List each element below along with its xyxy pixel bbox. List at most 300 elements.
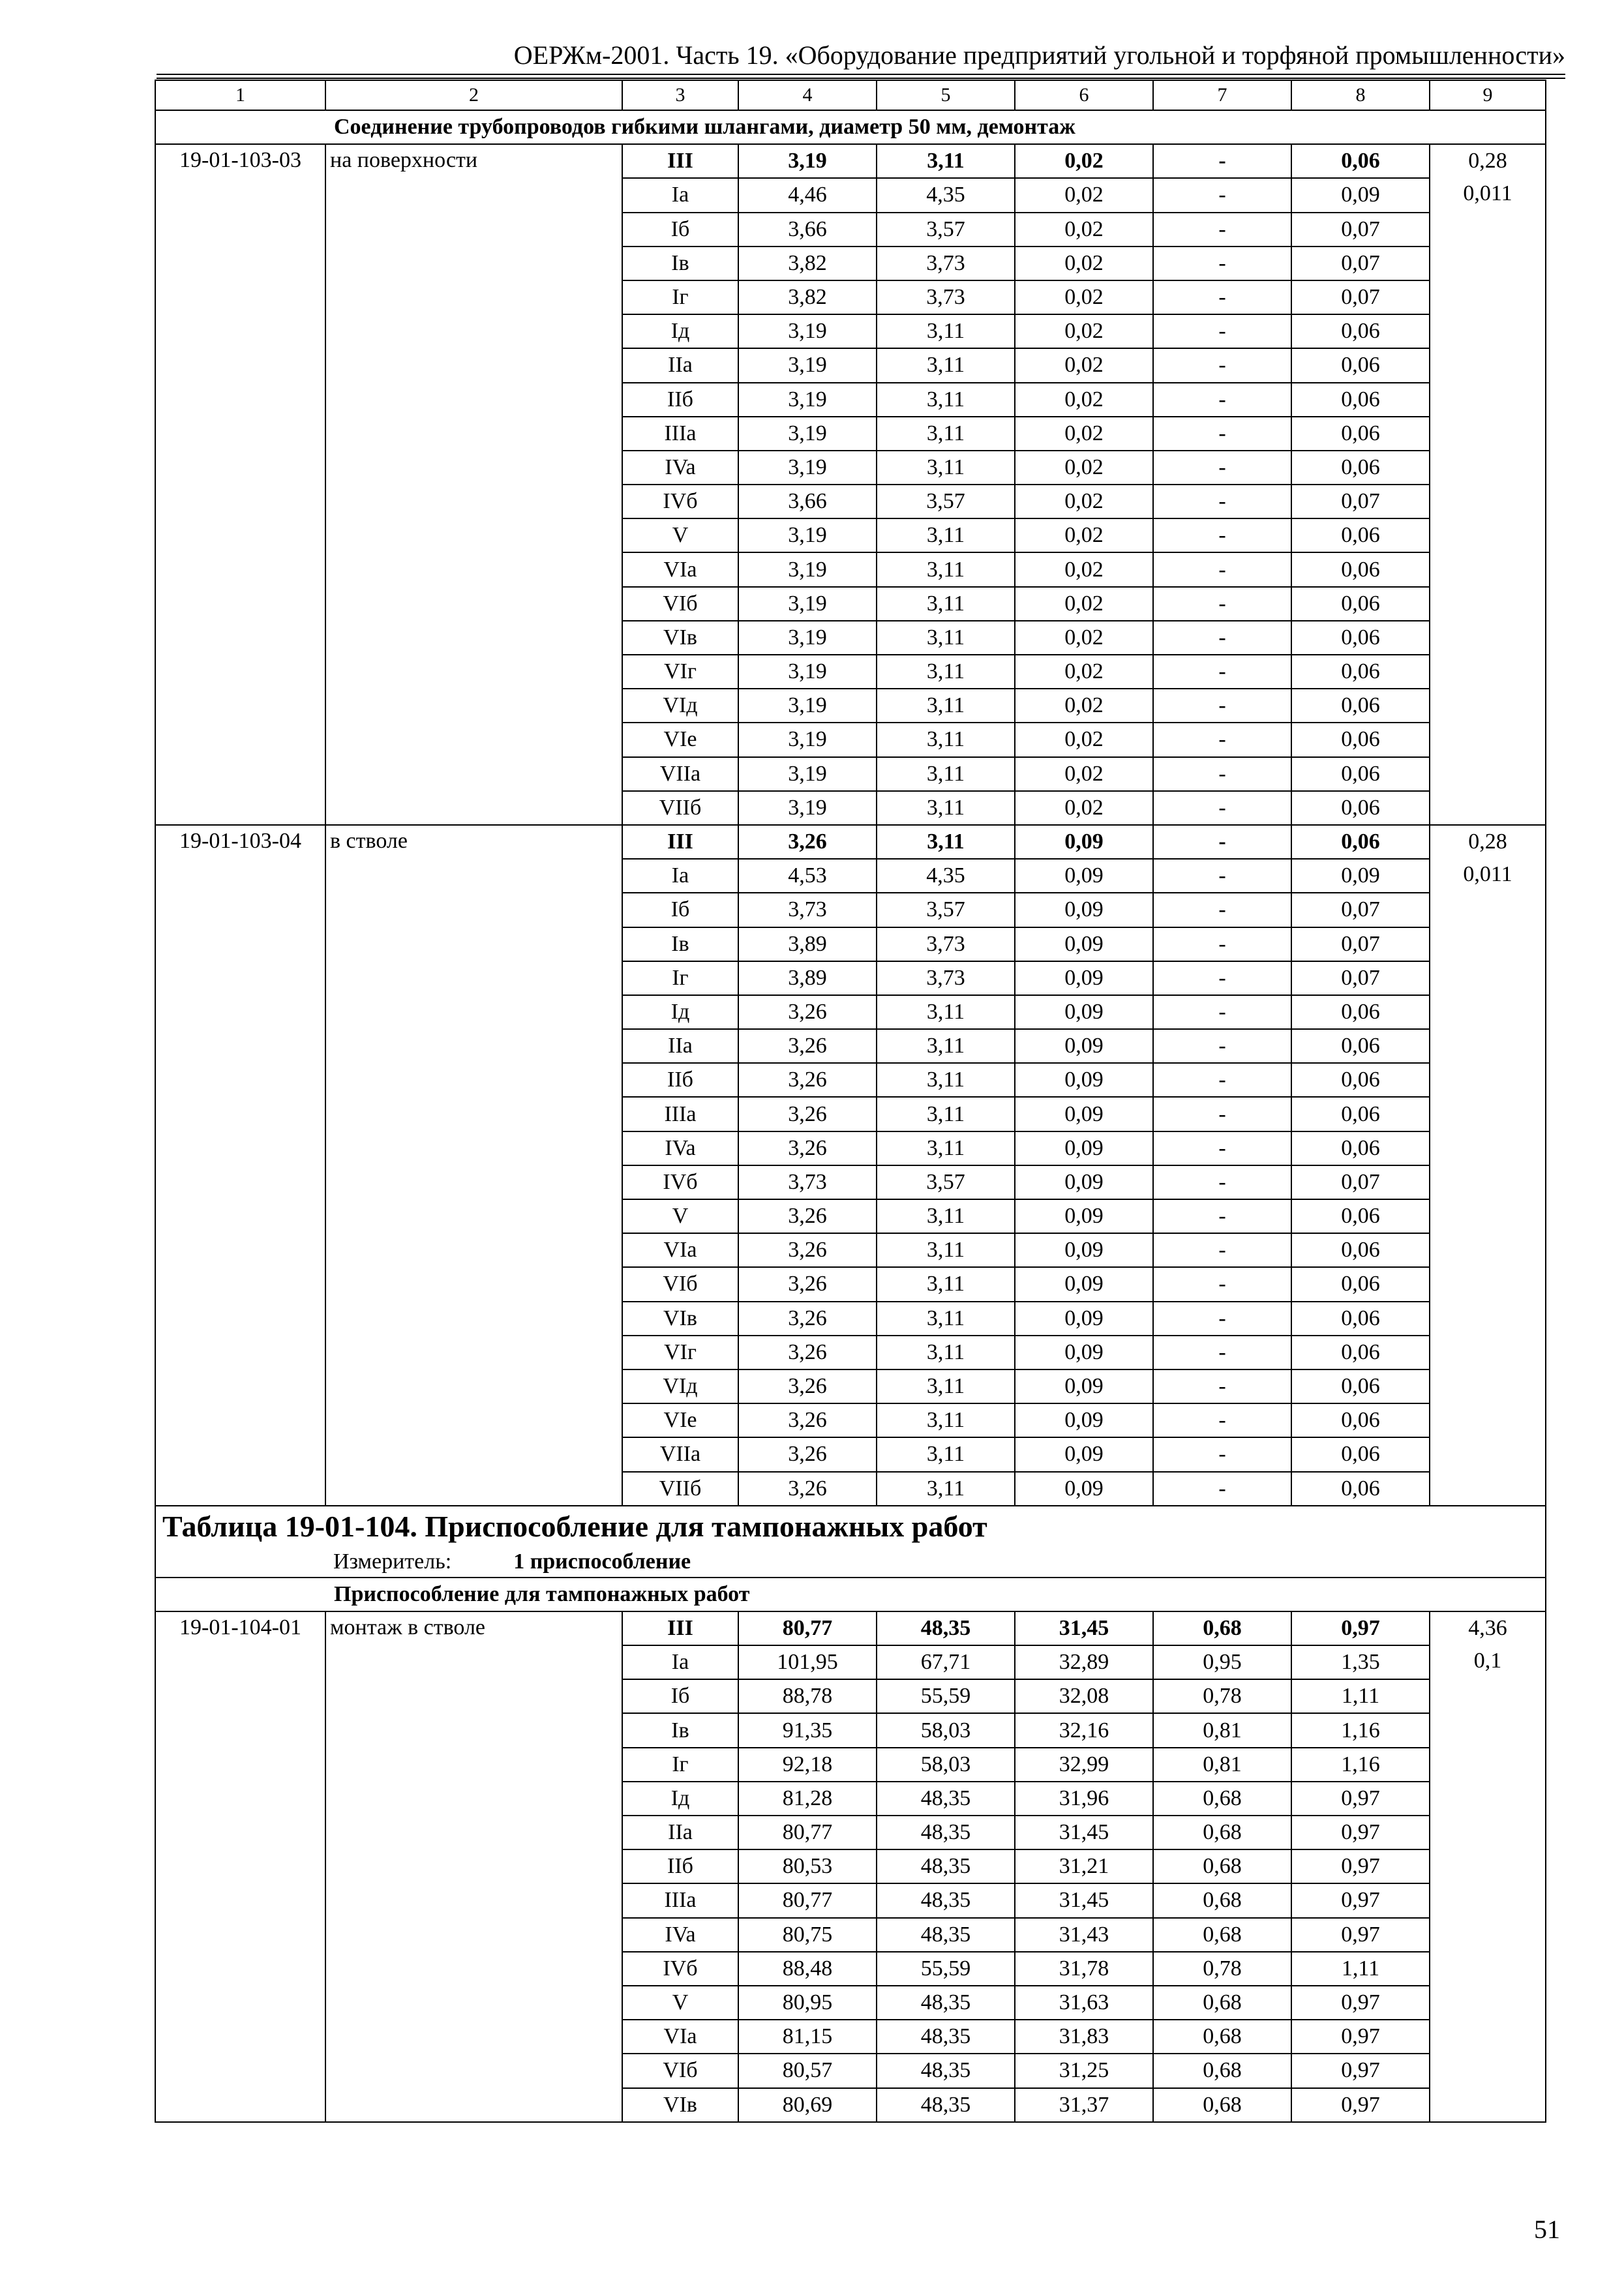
table-cell: -	[1153, 689, 1291, 723]
table-cell: 3,11	[877, 689, 1015, 723]
table-cell: 0,09	[1291, 859, 1430, 893]
table-cell: VIIб	[622, 1472, 738, 1506]
table-cell: 0,06	[1291, 1437, 1430, 1471]
table-cell: 0,68	[1153, 1782, 1291, 1816]
table-cell: VIб	[622, 587, 738, 621]
table-cell: IVб	[622, 1165, 738, 1199]
table-cell: 101,95	[738, 1645, 877, 1679]
table-cell: Iд	[622, 314, 738, 348]
table-cell: 0,06	[1291, 1063, 1430, 1097]
table-cell: 3,73	[738, 893, 877, 927]
table-cell: 0,68	[1153, 1986, 1291, 2020]
table-cell: 0,68	[1153, 1883, 1291, 1917]
table-cell: 0,09	[1015, 961, 1153, 995]
table-cell: 88,78	[738, 1679, 877, 1713]
table-cell: 31,96	[1015, 1782, 1153, 1816]
table-cell: 0,02	[1015, 451, 1153, 485]
table-cell: VIд	[622, 1369, 738, 1403]
table-cell: 3,11	[877, 314, 1015, 348]
table-cell: 0,95	[1153, 1645, 1291, 1679]
table-cell: 0,06	[1291, 348, 1430, 382]
table-cell: -	[1153, 213, 1291, 247]
table-cell: 32,16	[1015, 1713, 1153, 1747]
table-cell: -	[1153, 1029, 1291, 1063]
table-cell: VIa	[622, 2020, 738, 2054]
table-cell: Ia	[622, 859, 738, 893]
table-cell: 0,02	[1015, 791, 1153, 825]
table-cell: 0,02	[1015, 485, 1153, 518]
table-cell: 0,68	[1153, 1816, 1291, 1849]
table-cell: 80,75	[738, 1918, 877, 1952]
table-cell: 0,09	[1015, 1369, 1153, 1403]
table-cell: Iб	[622, 1679, 738, 1713]
table-cell: 3,19	[738, 621, 877, 655]
table-cell: 0,09	[1015, 1199, 1153, 1233]
column-number: 1	[155, 80, 325, 110]
table-cell: 3,66	[738, 213, 877, 247]
table-cell: 3,19	[738, 518, 877, 552]
header-title: ОЕРЖм-2001. Часть 19. «Оборудование предприятий угольной и торфяной промышленности»	[513, 40, 1565, 70]
table-cell: 0,06	[1291, 995, 1430, 1029]
table-cell: 0,02	[1015, 518, 1153, 552]
table-cell: 3,26	[738, 1437, 877, 1471]
table-cell: 0,06	[1291, 314, 1430, 348]
table-cell: IIa	[622, 1816, 738, 1849]
table-cell: 0,97	[1291, 1782, 1430, 1816]
table-cell: 3,89	[738, 927, 877, 961]
table-cell: 0,68	[1153, 1849, 1291, 1883]
table-cell: -	[1153, 451, 1291, 485]
table-cell: IVб	[622, 485, 738, 518]
table-cell: -	[1153, 552, 1291, 586]
table-cell: 3,19	[738, 451, 877, 485]
table-cell: 3,11	[877, 757, 1015, 791]
table-cell: 0,02	[1015, 723, 1153, 756]
resource-value: 0,011	[1463, 862, 1512, 887]
table-cell: 0,02	[1015, 213, 1153, 247]
table-cell: -	[1153, 1131, 1291, 1165]
table-cell: 0,06	[1291, 518, 1430, 552]
table-cell: 48,35	[877, 1883, 1015, 1917]
table-cell: VIIб	[622, 791, 738, 825]
table-cell: VIe	[622, 1403, 738, 1437]
table-cell: 3,73	[877, 927, 1015, 961]
table-cell: 0,06	[1291, 1097, 1430, 1131]
table-cell: IVa	[622, 1918, 738, 1952]
table-cell: Iд	[622, 995, 738, 1029]
table-cell: 3,57	[877, 485, 1015, 518]
table-cell: 3,26	[738, 1131, 877, 1165]
table-cell: 31,45	[1015, 1883, 1153, 1917]
table-cell: 0,07	[1291, 927, 1430, 961]
resource-value: 0,011	[1463, 181, 1512, 206]
resource-value: 0,28	[1468, 149, 1507, 173]
table-cell: 3,19	[738, 723, 877, 756]
table-cell: 0,97	[1291, 1918, 1430, 1952]
table-cell: VIд	[622, 689, 738, 723]
table-cell: 0,09	[1015, 1097, 1153, 1131]
table-cell: 0,07	[1291, 1165, 1430, 1199]
measure-value: 1 приспособление	[513, 1549, 691, 1574]
table-cell: VIб	[622, 2054, 738, 2087]
table-cell: 0,06	[1291, 1029, 1430, 1063]
table-cell: 3,73	[738, 1165, 877, 1199]
table-cell: 0,02	[1015, 280, 1153, 314]
table-cell: 0,81	[1153, 1748, 1291, 1782]
table-cell: 3,19	[738, 383, 877, 417]
table-cell: 48,35	[877, 1611, 1015, 1645]
table-row	[155, 144, 1546, 178]
table-cell: 58,03	[877, 1713, 1015, 1747]
table-cell: 3,19	[738, 417, 877, 451]
table-cell: 0,09	[1015, 995, 1153, 1029]
table-cell: 3,11	[877, 587, 1015, 621]
resource-cell	[1430, 144, 1546, 825]
table-cell: 92,18	[738, 1748, 877, 1782]
table-cell: 48,35	[877, 1849, 1015, 1883]
table-cell: 3,11	[877, 451, 1015, 485]
table-cell: 3,11	[877, 1199, 1015, 1233]
table-cell: 0,06	[1291, 1267, 1430, 1301]
table-cell: 3,11	[877, 552, 1015, 586]
norms-table	[155, 80, 1546, 2123]
table-cell: 0,09	[1015, 1403, 1153, 1437]
table-cell: -	[1153, 1369, 1291, 1403]
table-cell: 3,26	[738, 1097, 877, 1131]
table-cell: 80,53	[738, 1849, 877, 1883]
measure-row	[155, 1547, 1546, 1578]
table-cell: 3,26	[738, 1302, 877, 1336]
table-cell: 0,06	[1291, 689, 1430, 723]
table-cell: 0,09	[1015, 1302, 1153, 1336]
table-cell: 0,06	[1291, 417, 1430, 451]
table-cell: -	[1153, 518, 1291, 552]
table-cell: 3,57	[877, 213, 1015, 247]
table-cell: 31,45	[1015, 1611, 1153, 1645]
table-cell: 3,11	[877, 1097, 1015, 1131]
table-cell: 3,26	[738, 995, 877, 1029]
table-cell: 0,09	[1015, 825, 1153, 859]
table-cell: 0,07	[1291, 961, 1430, 995]
table-cell: 81,28	[738, 1782, 877, 1816]
table-cell: 3,19	[738, 757, 877, 791]
column-number: 8	[1291, 80, 1430, 110]
table-cell: 80,77	[738, 1883, 877, 1917]
table-cell: 3,11	[877, 621, 1015, 655]
table-cell: 3,82	[738, 280, 877, 314]
table-cell: 3,19	[738, 144, 877, 178]
item-code: 19-01-103-03	[155, 144, 325, 825]
table-cell: 1,35	[1291, 1645, 1430, 1679]
table-cell: 3,82	[738, 247, 877, 280]
table-cell: 3,26	[738, 1199, 877, 1233]
table-cell: 0,09	[1015, 1165, 1153, 1199]
table-cell: -	[1153, 1403, 1291, 1437]
table-cell: 31,21	[1015, 1849, 1153, 1883]
table-cell: 3,11	[877, 791, 1015, 825]
table-cell: -	[1153, 417, 1291, 451]
resource-cell	[1430, 1611, 1546, 2122]
table-cell: 3,19	[738, 791, 877, 825]
table-cell: 1,11	[1291, 1952, 1430, 1986]
table-cell: -	[1153, 178, 1291, 212]
table-cell: 3,26	[738, 1063, 877, 1097]
table-cell: III	[622, 1611, 738, 1645]
table-cell: IIa	[622, 348, 738, 382]
table-cell: 0,06	[1291, 144, 1430, 178]
table-cell: VIв	[622, 1302, 738, 1336]
table-cell: 0,68	[1153, 2088, 1291, 2122]
table-cell: VIв	[622, 621, 738, 655]
table-cell: Iг	[622, 961, 738, 995]
column-number: 7	[1153, 80, 1291, 110]
table-cell: 0,97	[1291, 1611, 1430, 1645]
table-cell: Iб	[622, 213, 738, 247]
table-cell: -	[1153, 1302, 1291, 1336]
table-cell: 3,73	[877, 247, 1015, 280]
table-cell: -	[1153, 1267, 1291, 1301]
table-cell: 32,99	[1015, 1748, 1153, 1782]
table-cell: 31,78	[1015, 1952, 1153, 1986]
table-cell: 0,02	[1015, 383, 1153, 417]
table-cell: 3,11	[877, 1302, 1015, 1336]
item-name: монтаж в стволе	[325, 1611, 622, 2122]
table-cell: -	[1153, 485, 1291, 518]
table-cell: 3,11	[877, 1029, 1015, 1063]
table-cell: 0,02	[1015, 587, 1153, 621]
table-cell: 0,09	[1015, 1336, 1153, 1369]
table-cell: 3,66	[738, 485, 877, 518]
table-cell: 0,68	[1153, 1918, 1291, 1952]
column-number: 5	[877, 80, 1015, 110]
table-cell: 0,97	[1291, 2054, 1430, 2087]
table-cell: 31,45	[1015, 1816, 1153, 1849]
measure-cell	[155, 1547, 1546, 1578]
table-cell: -	[1153, 655, 1291, 689]
table-cell: 3,11	[877, 348, 1015, 382]
table-cell: 3,26	[738, 1267, 877, 1301]
table-cell: 55,59	[877, 1679, 1015, 1713]
table-cell: 3,11	[877, 383, 1015, 417]
table-cell: -	[1153, 961, 1291, 995]
table-cell: 0,02	[1015, 621, 1153, 655]
table-cell: 0,09	[1015, 1063, 1153, 1097]
table-cell: 0,09	[1015, 1233, 1153, 1267]
table-cell: 3,11	[877, 1131, 1015, 1165]
table-cell: 0,81	[1153, 1713, 1291, 1747]
item-name: в стволе	[325, 825, 622, 1506]
table-cell: VIa	[622, 1233, 738, 1267]
table-cell: 0,09	[1015, 1267, 1153, 1301]
table-cell: 0,02	[1015, 314, 1153, 348]
table-cell: -	[1153, 144, 1291, 178]
table-cell: 4,53	[738, 859, 877, 893]
table-cell: 88,48	[738, 1952, 877, 1986]
table-cell: -	[1153, 1063, 1291, 1097]
table-cell: 81,15	[738, 2020, 877, 2054]
table-cell: 0,06	[1291, 655, 1430, 689]
table-cell: 0,07	[1291, 213, 1430, 247]
table-cell: 0,02	[1015, 348, 1153, 382]
table-cell: 48,35	[877, 1986, 1015, 2020]
table-cell: 4,46	[738, 178, 877, 212]
table-cell: 48,35	[877, 2054, 1015, 2087]
table-cell: 80,77	[738, 1611, 877, 1645]
table-cell: -	[1153, 1233, 1291, 1267]
table-cell: 3,26	[738, 1472, 877, 1506]
table-cell: 0,06	[1291, 1233, 1430, 1267]
table-cell: -	[1153, 893, 1291, 927]
table-cell: 0,97	[1291, 2020, 1430, 2054]
table-cell: IIIa	[622, 1883, 738, 1917]
table-cell: 3,11	[877, 995, 1015, 1029]
table-cell: Ia	[622, 1645, 738, 1679]
table-cell: 0,02	[1015, 417, 1153, 451]
table-title-row	[155, 1506, 1546, 1547]
table-cell: 0,06	[1291, 723, 1430, 756]
table-cell: 0,09	[1015, 1029, 1153, 1063]
table-cell: 31,37	[1015, 2088, 1153, 2122]
table-cell: 0,06	[1291, 621, 1430, 655]
header-rule-double	[157, 78, 1565, 79]
table-cell: 31,63	[1015, 1986, 1153, 2020]
table-cell: 48,35	[877, 1782, 1015, 1816]
table-cell: 0,68	[1153, 2020, 1291, 2054]
measure-label: Измеритель:	[333, 1549, 452, 1574]
table-cell: 1,16	[1291, 1713, 1430, 1747]
table-cell: -	[1153, 927, 1291, 961]
table-cell: 58,03	[877, 1748, 1015, 1782]
table-cell: IIб	[622, 1063, 738, 1097]
table-cell: VIв	[622, 2088, 738, 2122]
table-cell: 48,35	[877, 2020, 1015, 2054]
table-cell: 3,11	[877, 723, 1015, 756]
column-number-row	[155, 80, 1546, 110]
table-cell: IIIa	[622, 1097, 738, 1131]
table-cell: 0,02	[1015, 552, 1153, 586]
table-cell: IVa	[622, 451, 738, 485]
table-cell: IIIa	[622, 417, 738, 451]
table-cell: 31,43	[1015, 1918, 1153, 1952]
section-title-row	[155, 110, 1546, 144]
table-cell: VIг	[622, 655, 738, 689]
table-cell: 0,09	[1015, 1437, 1153, 1471]
table-cell: Iг	[622, 280, 738, 314]
table-cell: -	[1153, 757, 1291, 791]
table-cell: 32,08	[1015, 1679, 1153, 1713]
table-cell: VIe	[622, 723, 738, 756]
table-cell: -	[1153, 1199, 1291, 1233]
table-cell: 3,19	[738, 552, 877, 586]
table-cell: 3,19	[738, 587, 877, 621]
table-cell: 48,35	[877, 2088, 1015, 2122]
table-cell: 0,97	[1291, 1816, 1430, 1849]
table-cell: 0,06	[1291, 552, 1430, 586]
table-cell: -	[1153, 348, 1291, 382]
table-cell: -	[1153, 383, 1291, 417]
table-cell: 0,02	[1015, 757, 1153, 791]
table-cell: 0,06	[1291, 791, 1430, 825]
table-cell: 48,35	[877, 1918, 1015, 1952]
table-cell: 0,97	[1291, 1849, 1430, 1883]
table-cell: 0,02	[1015, 655, 1153, 689]
table-cell: 3,11	[877, 144, 1015, 178]
table-cell: 0,06	[1291, 1199, 1430, 1233]
table-title: Таблица 19-01-104. Приспособление для тампонажных работ	[155, 1506, 1546, 1547]
table-cell: 1,16	[1291, 1748, 1430, 1782]
table-cell: 0,02	[1015, 144, 1153, 178]
table-cell: 0,06	[1291, 757, 1430, 791]
table-cell: 80,77	[738, 1816, 877, 1849]
table-cell: 3,19	[738, 348, 877, 382]
table-cell: -	[1153, 280, 1291, 314]
table-row	[155, 1611, 1546, 1645]
section-title: Приспособление для тампонажных работ	[155, 1578, 1546, 1611]
table-cell: 4,35	[877, 859, 1015, 893]
table-cell: 3,11	[877, 1336, 1015, 1369]
table-cell: 0,68	[1153, 1611, 1291, 1645]
table-cell: Iг	[622, 1748, 738, 1782]
table-cell: III	[622, 825, 738, 859]
table-cell: 67,71	[877, 1645, 1015, 1679]
table-cell: -	[1153, 587, 1291, 621]
table-cell: 0,07	[1291, 247, 1430, 280]
table-cell: 31,83	[1015, 2020, 1153, 2054]
table-cell: 0,02	[1015, 247, 1153, 280]
table-cell: 3,11	[877, 1472, 1015, 1506]
table-cell: 3,11	[877, 825, 1015, 859]
table-cell: III	[622, 144, 738, 178]
table-cell: 3,26	[738, 825, 877, 859]
table-cell: -	[1153, 1472, 1291, 1506]
table-cell: 0,97	[1291, 2088, 1430, 2122]
table-cell: 3,19	[738, 314, 877, 348]
table-row	[155, 825, 1546, 859]
table-cell: 0,78	[1153, 1679, 1291, 1713]
table-cell: Iв	[622, 247, 738, 280]
table-cell: 0,68	[1153, 2054, 1291, 2087]
table-cell: 0,07	[1291, 893, 1430, 927]
table-cell: -	[1153, 247, 1291, 280]
table-cell: 0,06	[1291, 1131, 1430, 1165]
table-cell: 0,09	[1015, 927, 1153, 961]
table-cell: Ia	[622, 178, 738, 212]
table-cell: 48,35	[877, 1816, 1015, 1849]
table-cell: 3,26	[738, 1369, 877, 1403]
table-cell: V	[622, 1199, 738, 1233]
table-cell: 1,11	[1291, 1679, 1430, 1713]
table-cell: 80,69	[738, 2088, 877, 2122]
table-cell: VIIa	[622, 1437, 738, 1471]
table-cell: -	[1153, 621, 1291, 655]
table-cell: 0,78	[1153, 1952, 1291, 1986]
item-code: 19-01-103-04	[155, 825, 325, 1506]
table-cell: 3,11	[877, 655, 1015, 689]
table-cell: 4,35	[877, 178, 1015, 212]
table-cell: 3,11	[877, 1233, 1015, 1267]
table-cell: 0,09	[1015, 1131, 1153, 1165]
table-cell: 0,09	[1291, 178, 1430, 212]
table-cell: -	[1153, 1437, 1291, 1471]
table-cell: 0,09	[1015, 859, 1153, 893]
table-cell: VIIa	[622, 757, 738, 791]
table-cell: 0,06	[1291, 1403, 1430, 1437]
table-cell: -	[1153, 825, 1291, 859]
table-cell: 80,57	[738, 2054, 877, 2087]
table-cell: -	[1153, 723, 1291, 756]
table-cell: V	[622, 1986, 738, 2020]
column-number: 3	[622, 80, 738, 110]
